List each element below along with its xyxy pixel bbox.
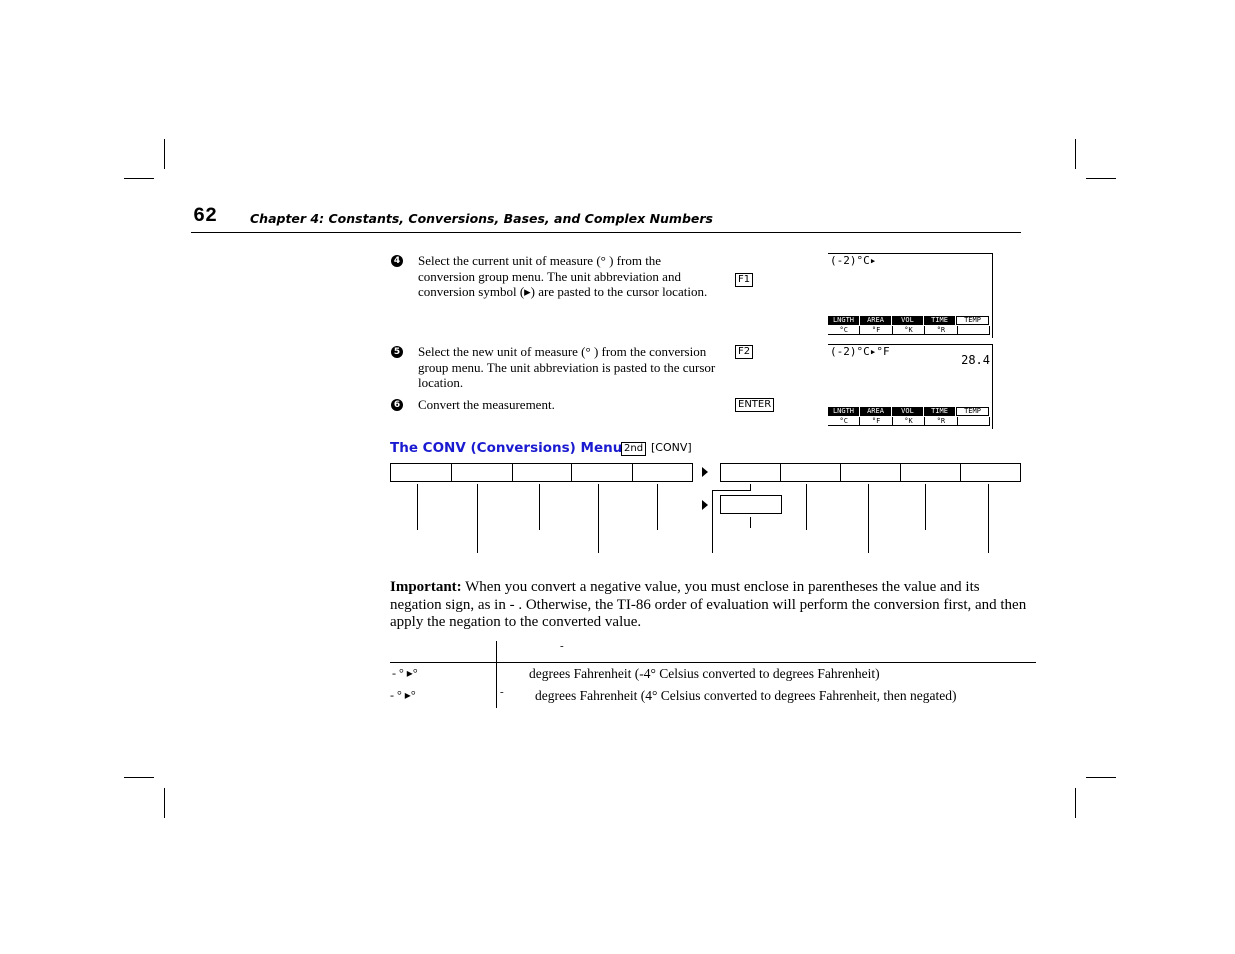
step-number: 5 [391, 346, 403, 358]
menu-item: AREA [860, 316, 891, 325]
crop-mark [1075, 788, 1076, 818]
submenu-item: °R [925, 417, 957, 426]
menu-item: VOL [892, 316, 923, 325]
menu-box [960, 463, 1021, 482]
step-text: Select the new unit of measure (° ) from the conversion group menu. The unit abbreviation is pasted to the cursor location. [418, 344, 716, 390]
leader-line [417, 484, 418, 530]
more-arrow-icon [702, 500, 708, 510]
table-cell: degrees Fahrenheit (-4° Celsius converted to degrees Fahrenheit) [529, 666, 880, 681]
menu-box [720, 495, 782, 514]
menu-box [390, 463, 451, 482]
submenu-item: °K [893, 326, 925, 335]
leader-line [712, 490, 750, 491]
key-2nd: 2nd [621, 442, 646, 456]
menu-box [451, 463, 512, 482]
table-cell: degrees Fahrenheit (4° Celsius converted to degrees Fahrenheit, then negated) [535, 688, 957, 703]
submenu-item: °F [860, 417, 892, 426]
menu-item: TIME [924, 407, 955, 416]
screen-submenu [828, 417, 990, 426]
submenu-item: °R [925, 326, 957, 335]
menu-item-selected: TEMP [956, 316, 989, 325]
leader-line [539, 484, 540, 530]
crop-mark [124, 777, 154, 778]
menu-box [571, 463, 632, 482]
chapter-title: Chapter 4: Constants, Conversions, Bases, and Complex Numbers [250, 211, 713, 226]
menu-item: VOL [892, 407, 923, 416]
step-number: 6 [391, 399, 403, 411]
menu-box [720, 463, 780, 482]
table-divider [496, 641, 497, 708]
crop-mark [124, 178, 154, 179]
menu-box [780, 463, 840, 482]
submenu-item [958, 417, 990, 426]
table-cell: - [500, 686, 504, 698]
menu-item: LNGTH [828, 316, 859, 325]
screen-entry: (-2)°C▸°F [830, 345, 890, 358]
step-text: Select the current unit of measure (° ) from the conversion group menu. The unit abbreviation and conversion symbol (▸) are pasted to the cursor location. [418, 253, 708, 299]
important-note [390, 579, 1030, 632]
menu-box [512, 463, 571, 482]
leader-line [477, 484, 478, 553]
table-header-dash: - [560, 640, 564, 652]
leader-line [598, 484, 599, 553]
key-conv: [CONV] [651, 441, 692, 454]
screen-result: 28.4 [961, 353, 990, 367]
conv-menu-row [720, 463, 1021, 481]
submenu-item [958, 326, 990, 335]
menu-box [632, 463, 693, 482]
crop-mark [164, 139, 165, 169]
submenu-item: °K [893, 417, 925, 426]
crop-mark [1086, 178, 1116, 179]
table-cell: - ° ▸° [390, 688, 416, 702]
menu-item-selected: TEMP [956, 407, 989, 416]
submenu-item: °C [828, 417, 860, 426]
screen-entry: (-2)°C▸ [830, 254, 877, 267]
screen-menu [828, 316, 990, 325]
screen-menu [828, 407, 990, 416]
leader-line [988, 484, 989, 553]
crop-mark [164, 788, 165, 818]
step-text: Convert the measurement. [418, 397, 555, 412]
calculator-screen [828, 344, 993, 429]
submenu-item: °F [860, 326, 892, 335]
menu-item: TIME [924, 316, 955, 325]
menu-box [900, 463, 960, 482]
key-conv-label: CONV [655, 441, 688, 454]
key-enter: ENTER [735, 398, 774, 412]
page-number: 62 [193, 205, 218, 228]
leader-line [750, 484, 751, 491]
submenu-item: °C [828, 326, 860, 335]
crop-mark [1075, 139, 1076, 169]
calculator-screen [828, 253, 993, 338]
key-f2: F2 [735, 345, 753, 359]
leader-line [925, 484, 926, 530]
section-title: The CONV (Conversions) Menu [390, 440, 623, 456]
table-header-rule [390, 662, 1036, 663]
crop-mark [1086, 777, 1116, 778]
menu-item: LNGTH [828, 407, 859, 416]
important-label: Important: [390, 579, 462, 595]
screen-submenu [828, 326, 990, 335]
more-arrow-icon [702, 467, 708, 477]
conv-menu-row [390, 463, 693, 481]
menu-item: AREA [860, 407, 891, 416]
leader-line [712, 490, 713, 553]
important-text: When you convert a negative value, you must enclose in parentheses the value and its negation sign, as in - . Otherwise, the TI-86 order of evaluation will perform the conversion first, and then apply the negation to the converted value. [390, 579, 1027, 630]
leader-line [657, 484, 658, 530]
leader-line [806, 484, 807, 530]
key-f1: F1 [735, 273, 753, 287]
table-cell: - ° ▸° [392, 666, 418, 680]
header-rule [191, 232, 1021, 233]
leader-line [868, 484, 869, 553]
step-number: 4 [391, 255, 403, 267]
leader-line [750, 517, 751, 528]
menu-box [840, 463, 900, 482]
